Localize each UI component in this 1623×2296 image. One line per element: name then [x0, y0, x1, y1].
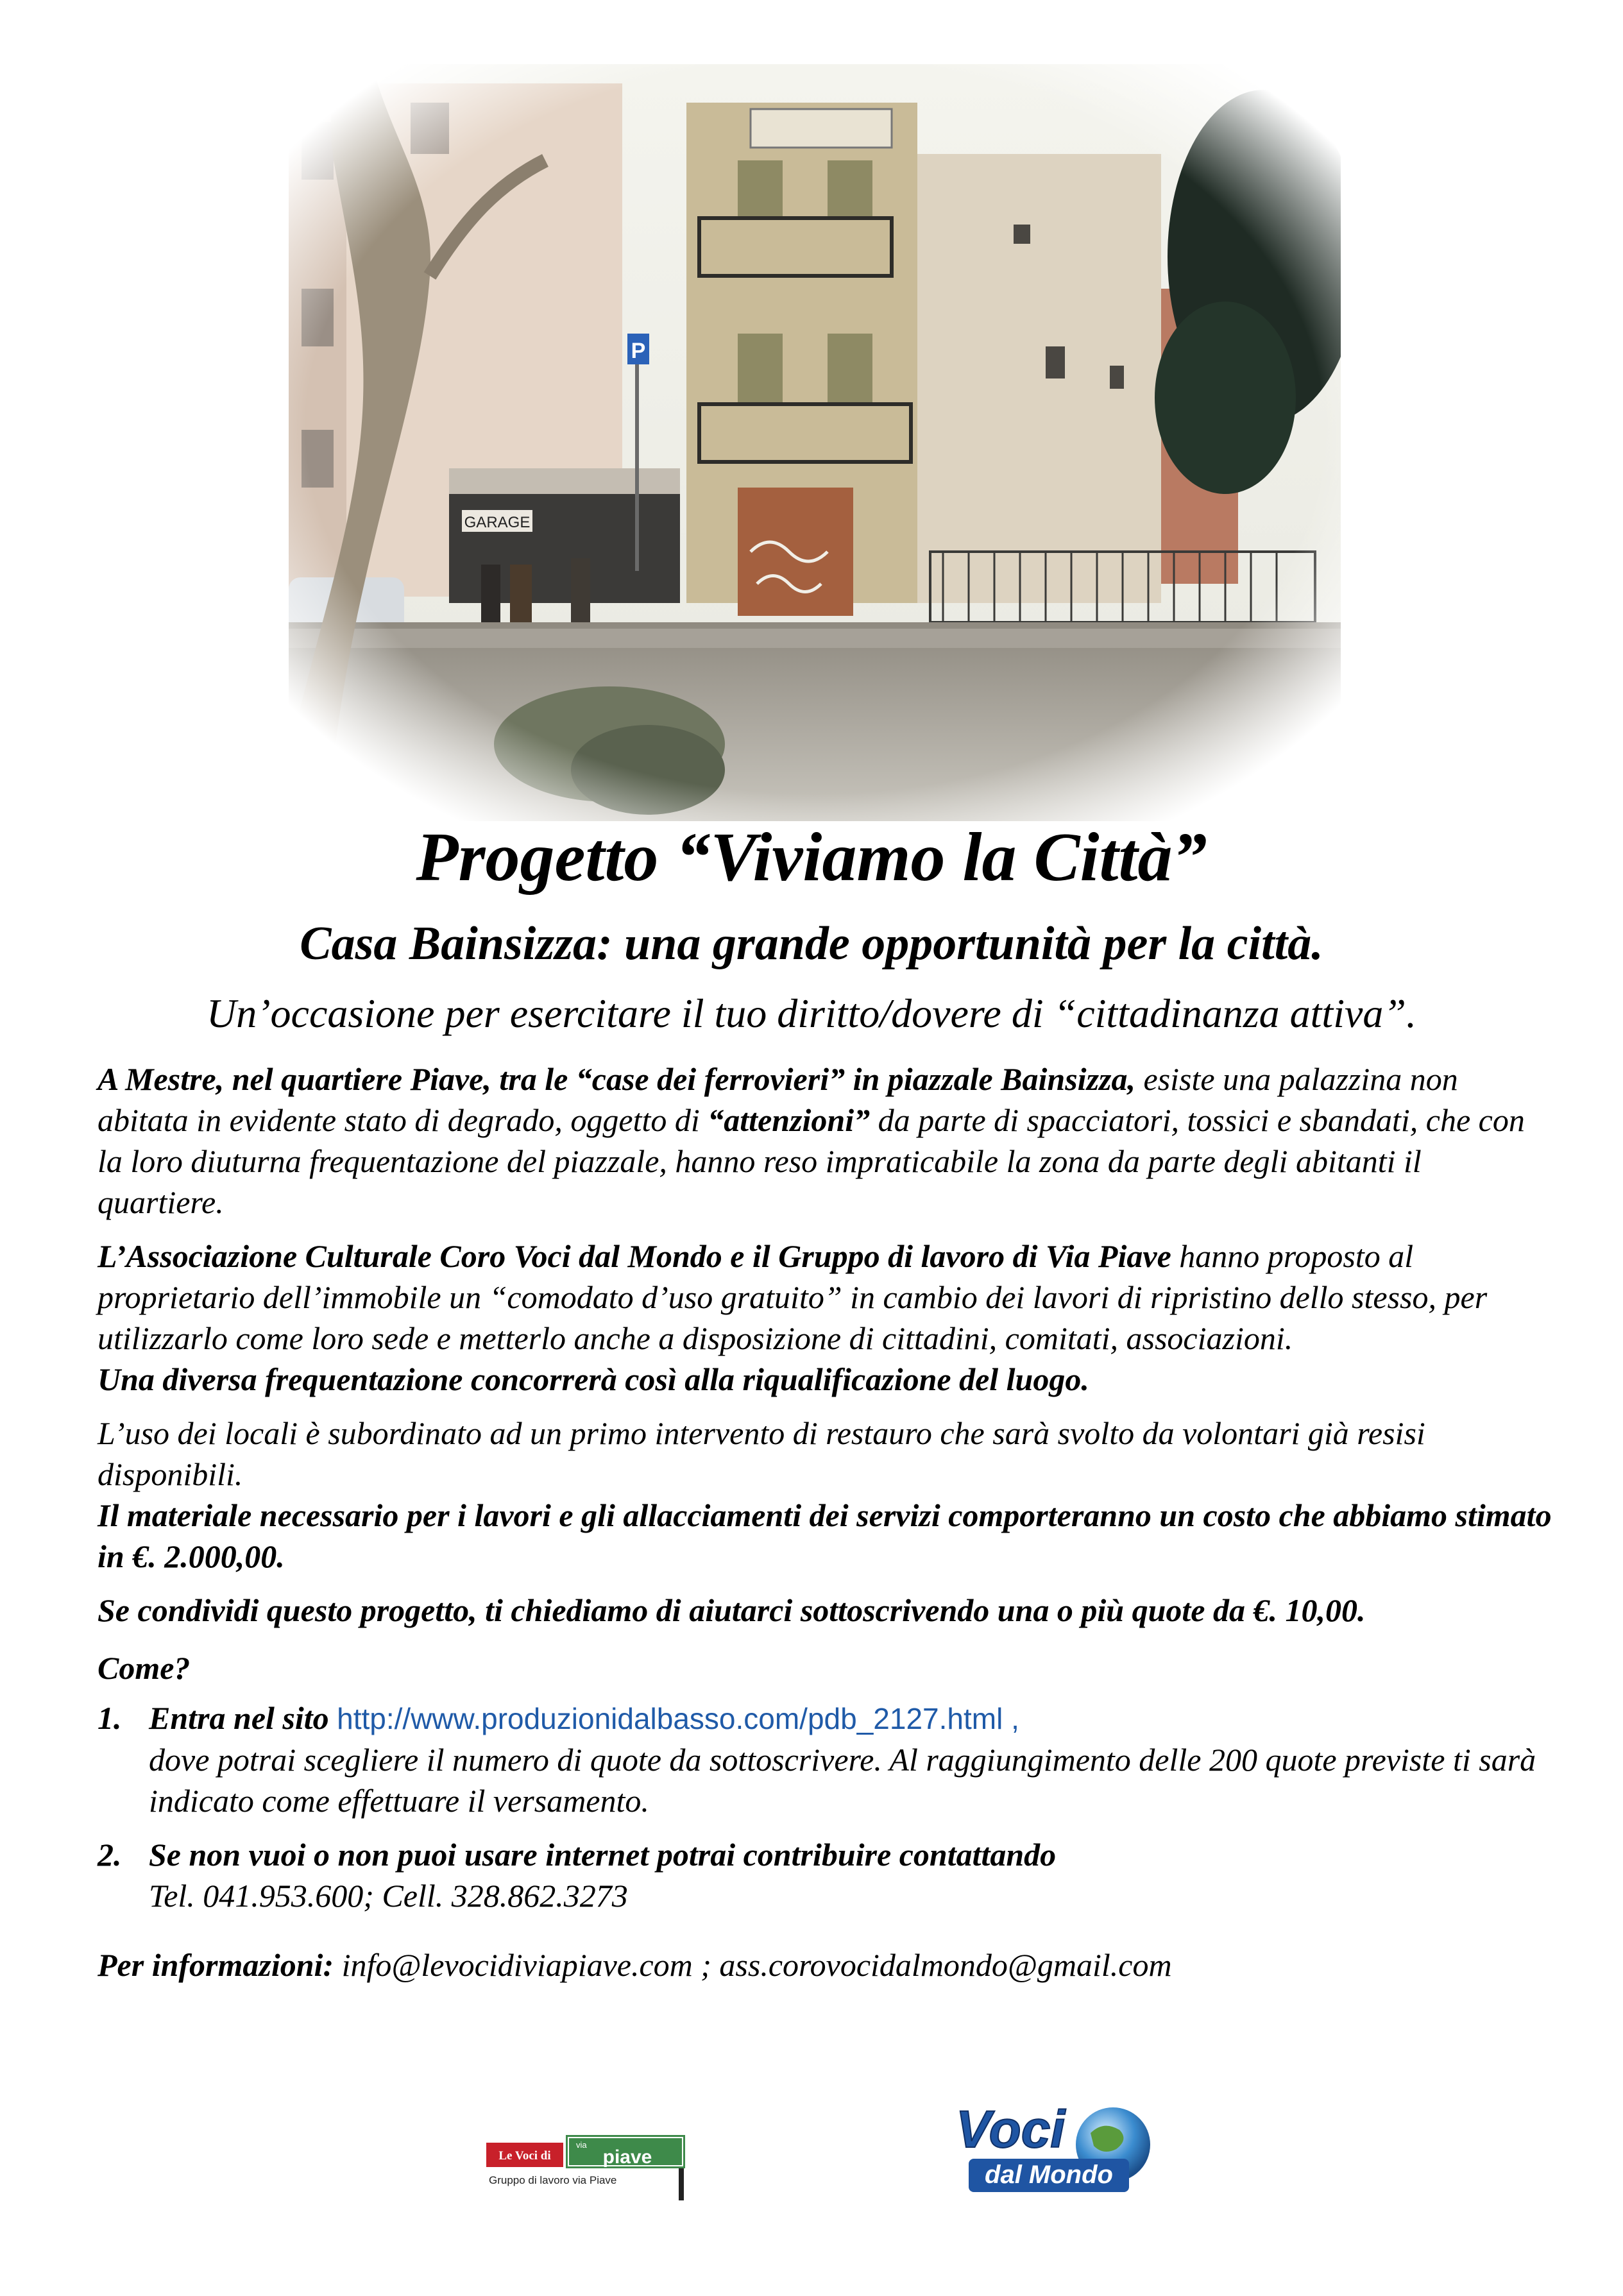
- paragraph-1-lead: A Mestre, nel quartiere Piave, tra le “case dei ferrovieri” in piazzale Bainsizza,: [98, 1061, 1135, 1097]
- how-label: [98, 1647, 1554, 1688]
- paragraph-2-bold-tail: Una diversa frequentazione concorrerà così alla riqualificazione del luogo.: [98, 1361, 1089, 1397]
- logo-right-line2: dal Mondo: [985, 2161, 1113, 2189]
- step-2-number: 2.: [98, 1837, 122, 1873]
- logo-right-line1: Voci: [956, 2100, 1066, 2159]
- step-1: [98, 1697, 1554, 1821]
- paragraph-2: [98, 1236, 1554, 1359]
- how-label-text: Come?: [98, 1650, 191, 1686]
- paragraph-1-emphasis: “attenzioni”: [708, 1102, 871, 1138]
- paragraph-1-text-a: esiste una palazzina non abitata in evidente stato di degrado, oggetto di: [98, 1061, 1458, 1138]
- step-2-bold: Se non vuoi o non puoi usare internet potrai contribuire contattando: [149, 1837, 1057, 1873]
- paragraph-2-text: hanno proposto al proprietario dell’immobile un “comodato d’uso gratuito” in cambio dei lavori di ripristino dello stesso, per utilizzarlo come loro sede e metterlo anche a disposizione di cittadini, comitati, associazioni.: [98, 1238, 1488, 1356]
- info-emails: info@levocidiviapiave.com ; ass.corovocidalmondo@gmail.com: [334, 1947, 1172, 1983]
- page-title: Progetto “Viviamo la Città”: [416, 819, 1207, 896]
- paragraph-1-text-b: da parte di spacciatori, tossici e sbandati, che con la loro diuturna frequentazione del piazzale, hanno reso impraticabile la zona da parte degli abitanti il quartiere.: [98, 1102, 1525, 1220]
- paragraph-3: L’uso dei locali è subordinato ad un primo intervento di restauro che sarà svolto da volontari già resisi disponibili.: [98, 1415, 1425, 1492]
- logo-left-sign-top: via: [576, 2140, 587, 2150]
- step-1-text: dove potrai scegliere il numero di quote da sottoscrivere. Al raggiungimento delle 200 quote previste ti sarà indicato come effettuare il versamento.: [149, 1742, 1536, 1819]
- logo-left-caption: Gruppo di lavoro via Piave: [489, 2174, 617, 2186]
- steps-list: [98, 1697, 1554, 1916]
- paragraph-2-conclusion: [98, 1359, 1554, 1400]
- appeal-text: Se condividi questo progetto, ti chiediamo di aiutarci sottoscrivendo una o più quote da €. 10,00.: [98, 1592, 1366, 1628]
- paragraph-1: [98, 1059, 1554, 1223]
- subtitle: Casa Bainsizza: una grande opportunità per la città.: [300, 917, 1323, 970]
- appeal: [98, 1590, 1554, 1631]
- body-text: [98, 1059, 1554, 1986]
- project-link[interactable]: http://www.produzionidalbasso.com/pdb_2127.html ,: [337, 1702, 1019, 1735]
- info-line: [98, 1944, 1554, 1986]
- building-photo: [289, 64, 1341, 821]
- paragraph-2-lead: L’Associazione Culturale Coro Voci dal Mondo e il Gruppo di lavoro di Via Piave: [98, 1238, 1171, 1274]
- logo-left-sign-main: piave: [602, 2147, 652, 2168]
- step-2: [98, 1834, 1554, 1916]
- logo-voci-dal-mondo: [943, 2095, 1161, 2204]
- tagline: Un’occasione per esercitare il tuo diritto/dovere di “cittadinanza attiva”.: [207, 991, 1416, 1036]
- step-1-number: 1.: [98, 1700, 122, 1736]
- step-1-bold: Entra nel sito: [149, 1700, 329, 1736]
- paragraph-3-cost: [98, 1495, 1554, 1577]
- logo-left-red-text: Le Voci di: [498, 2149, 551, 2163]
- paragraph-3-bold-tail: Il materiale necessario per i lavori e gli allacciamenti dei servizi comporteranno un costo che abbiamo stimato in €. 2.000,00.: [98, 1497, 1552, 1574]
- info-label: Per informazioni:: [98, 1947, 334, 1983]
- logo-voci-via-piave: [486, 2123, 692, 2200]
- step-2-contacts: Tel. 041.953.600; Cell. 328.862.3273: [149, 1878, 628, 1914]
